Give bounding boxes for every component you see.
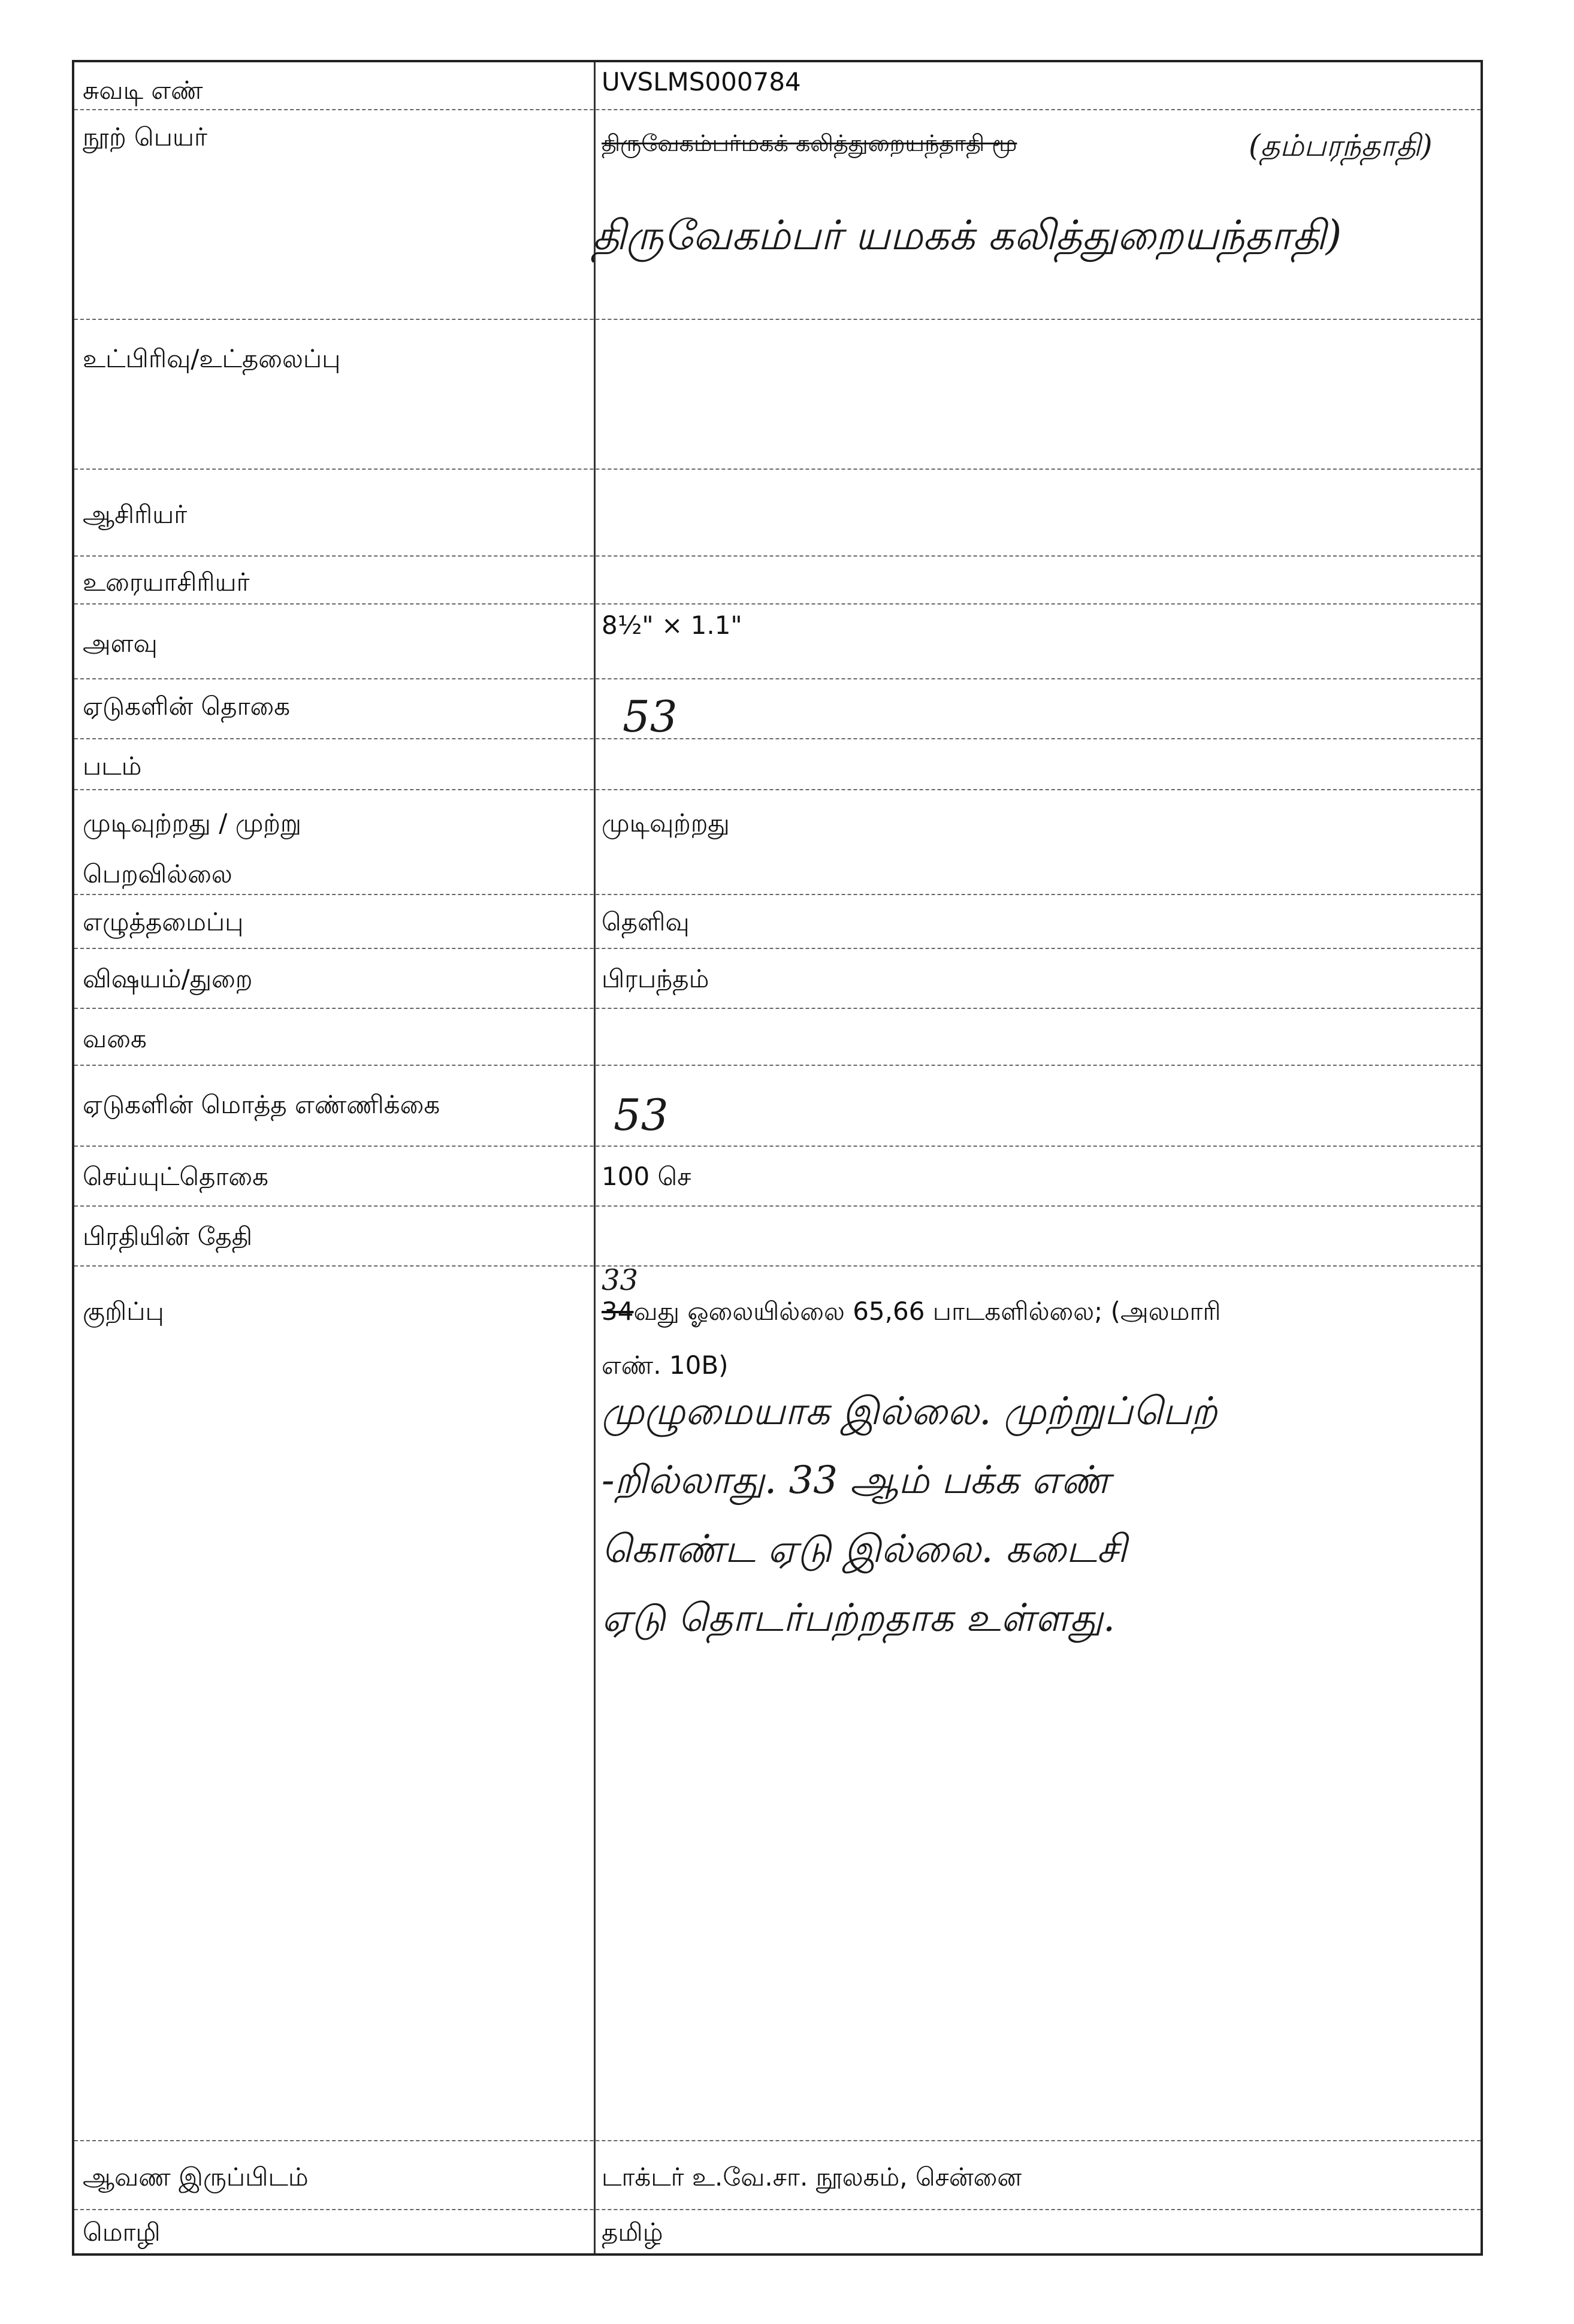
label-utpirivu: உட்பிரிவு/உட்தலைப்பு (83, 344, 341, 373)
row-padam (74, 739, 1481, 790)
label-mudivu-1: முடிவுற்றது / முற்று (83, 808, 302, 838)
label-motha: ஏடுகளின் மொத்த எண்ணிக்கை (83, 1090, 440, 1119)
label-mudivu-2: பெறவில்லை (83, 859, 232, 889)
row-utpirivu (74, 320, 1481, 470)
label-suvadi: சுவடி எண் (83, 75, 203, 105)
handwritten-note-1: முழுமையாக இல்லை. முற்றுப்பெற் (602, 1389, 1217, 1434)
value-mozhi: தமிழ் (602, 2217, 663, 2247)
handwritten-note-3: கொண்ட ஏடு இல்லை. கடைசி (602, 1527, 1127, 1572)
kurippu-struck-number: 34 (602, 1297, 634, 1326)
value-vishayam: பிரபந்தம் (602, 964, 709, 993)
label-kurippu: குறிப்பு (83, 1297, 164, 1326)
row-ezhuthu (74, 895, 1481, 949)
label-ezhuthu: எழுத்தமைப்பு (83, 907, 244, 936)
value-seyyul: 100 செ (602, 1162, 691, 1191)
row-vagai (74, 1009, 1481, 1066)
row-motha (74, 1066, 1481, 1147)
row-vishayam (74, 949, 1481, 1009)
value-kurippu-line1 (602, 1297, 1221, 1326)
row-nool (74, 110, 1481, 320)
value-nool-struck: திருவேகம்பர்மகக் கலித்துறையந்தாதி மூ (602, 130, 1017, 156)
kurippu-line1-rest: வது ஓலையில்லை 65,66 பாடகளில்லை; (அலமாரி (633, 1297, 1221, 1326)
label-edugal-thogai: ஏடுகளின் தொகை (83, 691, 291, 721)
value-ezhuthu: தெளிவு (602, 907, 690, 936)
row-alavu (74, 605, 1481, 679)
handwritten-53-b: 53 (614, 1090, 669, 1140)
label-nool: நூற் பெயர் (83, 122, 207, 152)
label-mozhi: மொழி (83, 2217, 161, 2247)
row-mudivu (74, 790, 1481, 895)
row-kurippu (74, 1264, 1481, 2141)
handwritten-53-a: 53 (623, 691, 678, 742)
label-uraiyasiriyar: உரையாசிரியர் (83, 567, 250, 597)
label-avana: ஆவண இருப்பிடம் (83, 2162, 309, 2192)
label-vishayam: விஷயம்/துறை (83, 964, 253, 993)
label-alavu: அளவு (83, 628, 158, 658)
row-avana (74, 2141, 1481, 2210)
handwritten-note-2: -றில்லாது. 33 ஆம் பக்க எண் (602, 1458, 1110, 1503)
value-mudivu: முடிவுற்றது (602, 808, 730, 838)
row-asiriyar (74, 470, 1481, 557)
label-vagai: வகை (83, 1024, 147, 1053)
handwritten-nool-2: திருவேகம்பர் யமகக் கலித்துறையந்தாதி) (593, 212, 1342, 259)
label-padam: படம் (83, 751, 142, 781)
handwritten-nool-1: (தம்பரந்தாதி) (1249, 128, 1433, 163)
label-prathi: பிரதியின் தேதி (83, 1222, 253, 1251)
row-mozhi (74, 2210, 1481, 2256)
handwritten-33: 33 (602, 1264, 639, 1297)
value-avana: டாக்டர் உ.வே.சா. நூலகம், சென்னை (602, 2162, 1022, 2192)
value-kurippu-line2: எண். 10B) (602, 1350, 729, 1380)
value-suvadi: UVSLMS000784 (602, 67, 801, 96)
row-edugal-thogai (74, 679, 1481, 742)
row-uraiyasiriyar (74, 557, 1481, 605)
row-prathi (74, 1207, 1481, 1267)
row-suvadi (74, 62, 1481, 110)
catalogue-card (72, 60, 1483, 2256)
row-seyyul (74, 1147, 1481, 1207)
label-seyyul: செய்யுட்தொகை (83, 1162, 268, 1191)
value-alavu: 8½" × 1.1" (602, 611, 742, 640)
handwritten-note-4: ஏடு தொடர்பற்றதாக உள்ளது. (602, 1596, 1116, 1640)
label-asiriyar: ஆசிரியர் (83, 500, 188, 529)
